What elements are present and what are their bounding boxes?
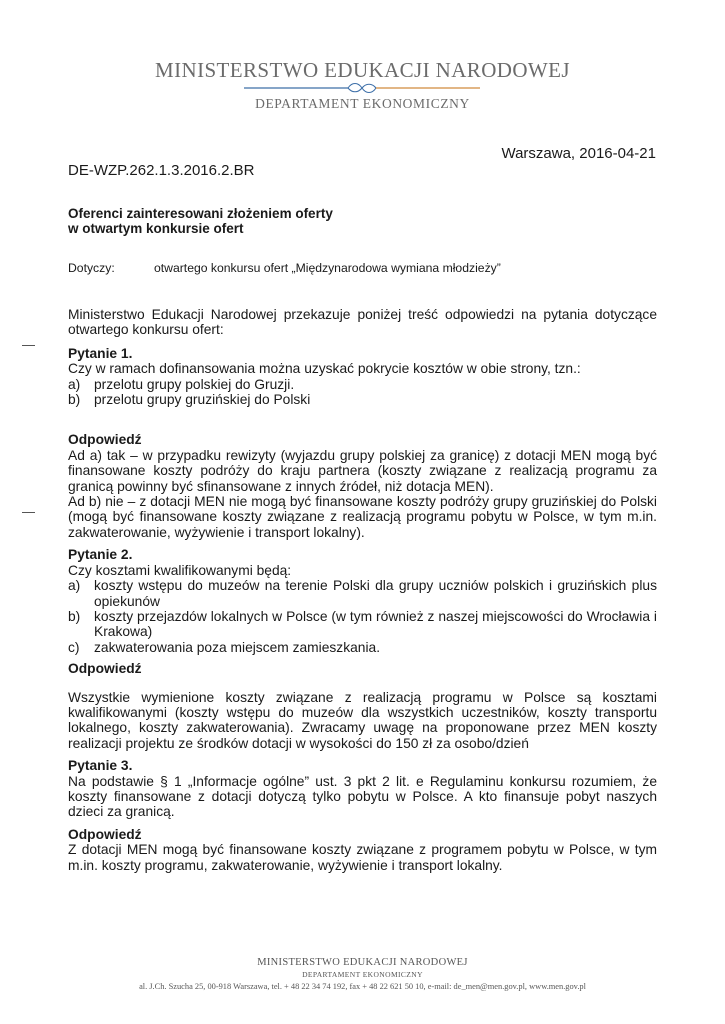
- footer-department: DEPARTAMENT EKONOMICZNY: [302, 970, 423, 979]
- reference-number: DE-WZP.262.1.3.2016.2.BR: [68, 162, 255, 179]
- subject-line: [68, 261, 501, 275]
- answer-3-text: Z dotacji MEN mogą być finansowane koszty związane z programem pobytu w Polsce, w tym m.in. koszty programu, zakwaterowanie, wyżywienie i transport lokalny.: [68, 842, 657, 873]
- letterhead-ornament: [244, 80, 480, 96]
- subject-label: Dotyczy:: [68, 261, 115, 275]
- answer-3-heading: Odpowiedź: [68, 826, 142, 842]
- list-item: b) koszty przejazdów lokalnych w Polsce (w tym również z naszej miejscowości do Wrocławia i Krakowa): [68, 608, 657, 640]
- footer-contact: al. J.Ch. Szucha 25, 00-918 Warszawa, tel. + 48 22 34 74 192, fax + 48 22 621 50 10, e-mail: de_men@men.gov.pl, www.men.gov.pl: [139, 982, 586, 991]
- question-1-heading: Pytanie 1.: [68, 345, 133, 361]
- letterhead-ministry: MINISTERSTWO EDUKACJI NARODOWEJ: [155, 58, 570, 82]
- margin-fold-mark: [22, 512, 35, 513]
- letter-date: Warszawa, 2016-04-21: [501, 145, 656, 162]
- answer-2-heading: Odpowiedź: [68, 661, 142, 677]
- answer-1-paragraph-b: Ad b) nie – z dotacji MEN nie mogą być finansowane koszty podróży grupy gruzińskiej do Polski (mogą być finansowane koszty związane z realizacją programu pobytu w Polsce, w tym m.in. zakwaterowanie, wyżywienie i transport lokalny).: [68, 494, 657, 540]
- addressee-line-1: Oferenci zainteresowani złożeniem oferty: [68, 206, 333, 221]
- addressee: [68, 206, 333, 236]
- addressee-line-2: w otwartym konkursie ofert: [68, 221, 244, 236]
- question-2-heading: Pytanie 2.: [68, 547, 133, 563]
- letter-body: [68, 307, 657, 873]
- answer-1-paragraph-a: Ad a) tak – w przypadku rewizyty (wyjazdu grupy polskiej za granicę) z dotacji MEN mogą być finansowane koszty podróży do kraju partnera (koszty związane z realizacją programu za granicą powinny być sfinansowane z innych źródeł, niż dotacja MEN).: [68, 447, 657, 494]
- list-item: b) przelotu grupy gruzińskiej do Polski: [68, 392, 311, 408]
- list-item: a) koszty wstępu do muzeów na terenie Polski dla grupy uczniów polskich i gruzińskich plus opiekunów: [68, 578, 657, 609]
- margin-fold-mark: [22, 345, 35, 346]
- question-3-heading: Pytanie 3.: [68, 758, 133, 774]
- answer-1-heading: Odpowiedź: [68, 432, 142, 448]
- list-item: c) zakwaterowania poza miejscem zamieszkania.: [68, 639, 381, 655]
- question-3-text: Na podstawie § 1 „Informacje ogólne” ust. 3 pkt 2 lit. e Regulaminu konkursu rozumiem, że koszty finansowane z dotacji dotyczą tylko pobytu w Polsce. A kto finansuje pobyt naszych dzieci za granicą.: [68, 773, 657, 820]
- question-2-text: Czy kosztami kwalifikowanymi będą:: [68, 562, 292, 578]
- question-1-text: Czy w ramach dofinansowania można uzyskać pokrycie kosztów w obie strony, tzn.:: [68, 361, 581, 377]
- letterhead-department: DEPARTAMENT EKONOMICZNY: [255, 96, 470, 111]
- subject-text: otwartego konkursu ofert „Międzynarodowa wymiana młodzieży”: [154, 261, 501, 275]
- answer-2-text: Wszystkie wymienione koszty związane z realizacją programu w Polsce są kosztami kwalifikowanymi (koszty wstępu do muzeów dla wszystkich uczestników, koszty transportu lokalnego, koszty zakwaterowania). Zwracamy uwagę na proponowane przez MEN koszty realizacji projektu ze środków dotacji w wysokości do 150 zł za osobo/dzień: [68, 689, 657, 751]
- footer-ministry: MINISTERSTWO EDUKACJI NARODOWEJ: [257, 957, 468, 968]
- list-item: a) przelotu grupy polskiej do Gruzji.: [68, 376, 295, 392]
- intro-paragraph: Ministerstwo Edukacji Narodowej przekazuje poniżej treść odpowiedzi na pytania dotyczące otwartego konkursu ofert:: [68, 307, 657, 338]
